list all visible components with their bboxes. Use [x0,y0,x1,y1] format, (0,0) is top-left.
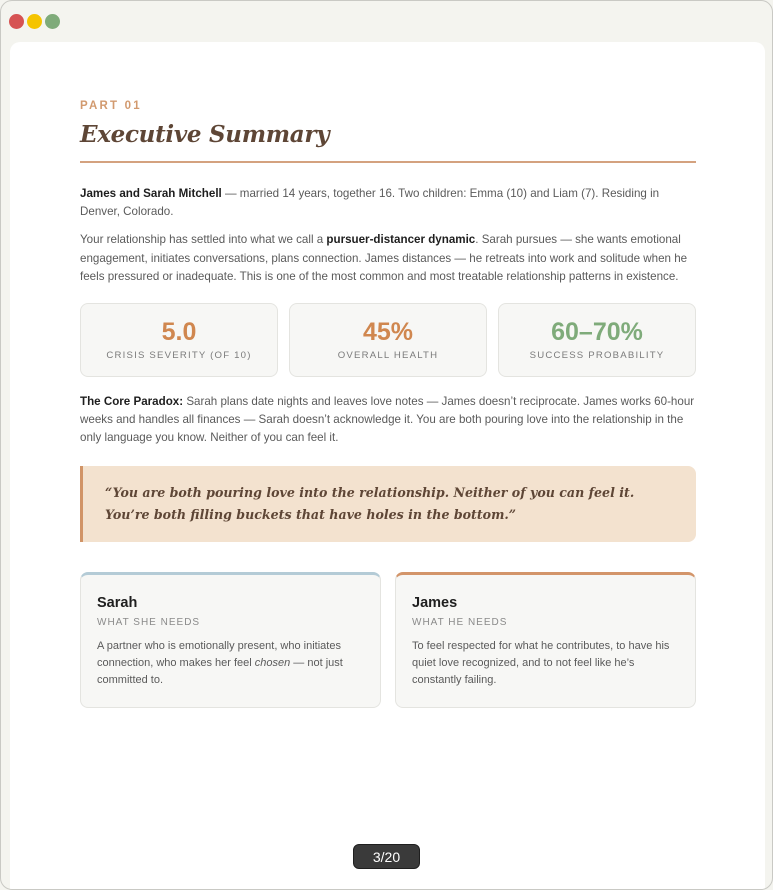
maximize-window-button[interactable] [45,14,60,29]
desc-emphasis: chosen [254,656,291,669]
page-indicator: 3/20 [353,844,420,869]
paradox-paragraph [80,393,696,448]
partner-needs-description [97,638,364,689]
stat-value: 5.0 [161,318,197,347]
partner-needs-label: WHAT SHE NEEDS [97,616,201,628]
title-divider [80,161,696,163]
document-page [10,42,765,890]
dynamic-text-before: Your relationship has settled into what we call a [80,233,327,247]
desc-text: — not just committed to. [97,656,343,686]
dynamic-paragraph [80,231,696,286]
stat-card-success-probability [498,303,696,377]
partner-needs-label: WHAT HE NEEDS [412,616,508,628]
partner-name: James [412,594,458,611]
quote-text: “You are both pouring love into the relationship. Neither of you can feel it. You’re both filling buckets that have holes in the bottom.” [105,484,635,522]
partner-card-james [395,572,696,708]
stat-value: 60–70% [551,318,643,347]
partner-needs-row [80,572,696,708]
stat-value: 45% [362,318,414,347]
minimize-window-button[interactable] [27,14,42,29]
partner-card-sarah [80,572,381,708]
stat-card-crisis-severity [80,303,278,377]
paradox-label: The Core Paradox: [80,395,184,409]
page-title: Executive Summary [80,121,330,148]
window-controls [9,14,60,29]
section-eyebrow: PART 01 [80,100,142,112]
intro-paragraph [80,185,696,221]
close-window-button[interactable] [9,14,24,29]
dynamic-term: pursuer-distancer dynamic [326,233,476,247]
partner-needs-description: To feel respected for what he contributes, to have his quiet love recognized, and to not feel like he’s constantly failing. [412,639,670,686]
pull-quote [80,466,696,542]
stat-label: OVERALL HEALTH [337,350,439,362]
paradox-text: Sarah plans date nights and leaves love notes — James doesn’t reciprocate. James works 60-hour weeks and handles all finances — Sarah doesn’t acknowledge it. You are both pouring love into the relationship in the only language you know. Neither of you can feel it. [80,395,695,445]
desc-text: A partner who is emotionally present, who initiates connection, who makes her feel [97,639,341,669]
stat-card-overall-health [289,303,487,377]
stat-label: CRISIS SEVERITY (OF 10) [106,350,252,362]
intro-details: — married 14 years, together 16. Two children: Emma (10) and Liam (7). Residing in Denver, Colorado. [80,187,660,219]
partner-name: Sarah [97,594,138,611]
dynamic-text-after: . Sarah pursues — she wants emotional engagement, initiates conversations, plans connection. James distances — he retreats into work and solitude when he feels pressured or inadequate. This is one of the most common and most treatable relationship patterns in existence. [80,233,688,283]
couple-names: James and Sarah Mitchell [80,187,222,200]
stat-label: SUCCESS PROBABILITY [529,350,665,362]
page-content [80,100,696,708]
stats-row [80,303,696,377]
